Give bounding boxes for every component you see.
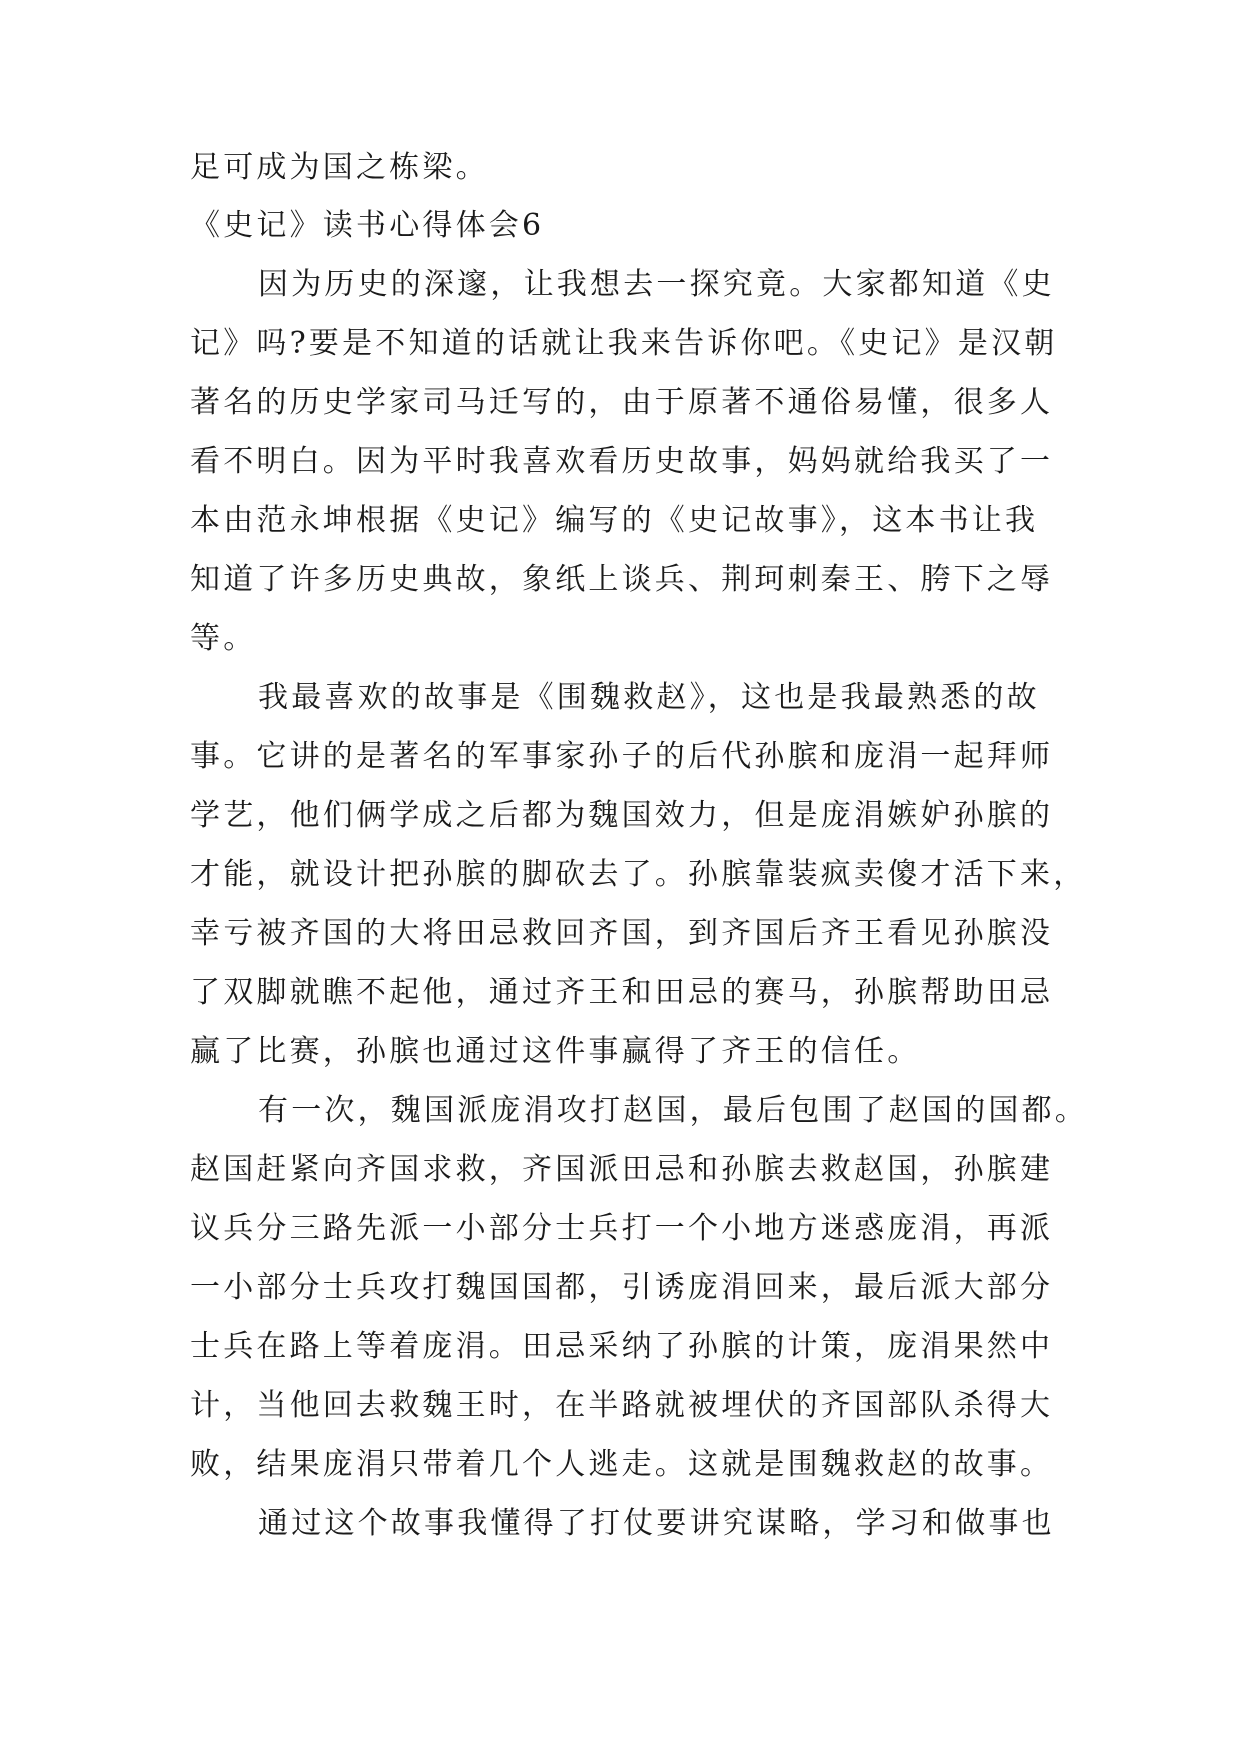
- paragraph-4-line-1: 通过这个故事我懂得了打仗要讲究谋略，学习和做事也: [258, 1506, 1055, 1541]
- text-line: 足可成为国之栋梁。: [190, 150, 489, 185]
- text-line: 败，结果庞涓只带着几个人逃走。这就是围魏救赵的故事。: [190, 1447, 1054, 1482]
- text-line: 幸亏被齐国的大将田忌救回齐国，到齐国后齐王看见孙膑没: [190, 916, 1054, 951]
- text-line: 一小部分士兵攻打魏国国都，引诱庞涓回来，最后派大部分: [190, 1270, 1054, 1305]
- paragraph-1-line-1: 因为历史的深邃，让我想去一探究竟。大家都知道《史: [258, 267, 1055, 302]
- text-line: 事。它讲的是著名的军事家孙子的后代孙膑和庞涓一起拜师: [190, 739, 1054, 774]
- text-line: 了双脚就瞧不起他，通过齐王和田忌的赛马，孙膑帮助田忌: [190, 975, 1054, 1010]
- text-line: 等。: [190, 621, 257, 656]
- text-line: 学艺，他们俩学成之后都为魏国效力，但是庞涓嫉妒孙膑的: [190, 798, 1054, 833]
- text-line: 赢了比赛，孙膑也通过这件事赢得了齐王的信任。: [190, 1034, 921, 1069]
- paragraph-2-line-1: 我最喜欢的故事是《围魏救赵》，这也是我最熟悉的故: [258, 680, 1040, 715]
- text-line: 才能，就设计把孙膑的脚砍去了。孙膑靠装疯卖傻才活下来，: [190, 857, 1087, 892]
- paragraph-3-line-1: 有一次，魏国派庞涓攻打赵国，最后包围了赵国的国都。: [258, 1093, 1088, 1128]
- text-line: 知道了许多历史典故，象纸上谈兵、荆珂刺秦王、胯下之辱: [190, 562, 1054, 597]
- text-line: 议兵分三路先派一小部分士兵打一个小地方迷惑庞涓，再派: [190, 1211, 1054, 1246]
- text-line: 本由范永坤根据《史记》编写的《史记故事》，这本书让我: [190, 503, 1039, 538]
- text-line: 计，当他回去救魏王时，在半路就被埋伏的齐国部队杀得大: [190, 1388, 1054, 1423]
- section-title: 《史记》读书心得体会6: [190, 208, 545, 243]
- text-line: 士兵在路上等着庞涓。田忌采纳了孙膑的计策，庞涓果然中: [190, 1329, 1054, 1364]
- text-line: 记》吗?要是不知道的话就让我来告诉你吧。《史记》是汉朝: [190, 326, 1058, 361]
- text-line: 赵国赶紧向齐国求救，齐国派田忌和孙膑去救赵国，孙膑建: [190, 1152, 1054, 1187]
- text-line: 著名的历史学家司马迁写的，由于原著不通俗易懂，很多人: [190, 385, 1054, 420]
- text-line: 看不明白。因为平时我喜欢看历史故事，妈妈就给我买了一: [190, 444, 1054, 479]
